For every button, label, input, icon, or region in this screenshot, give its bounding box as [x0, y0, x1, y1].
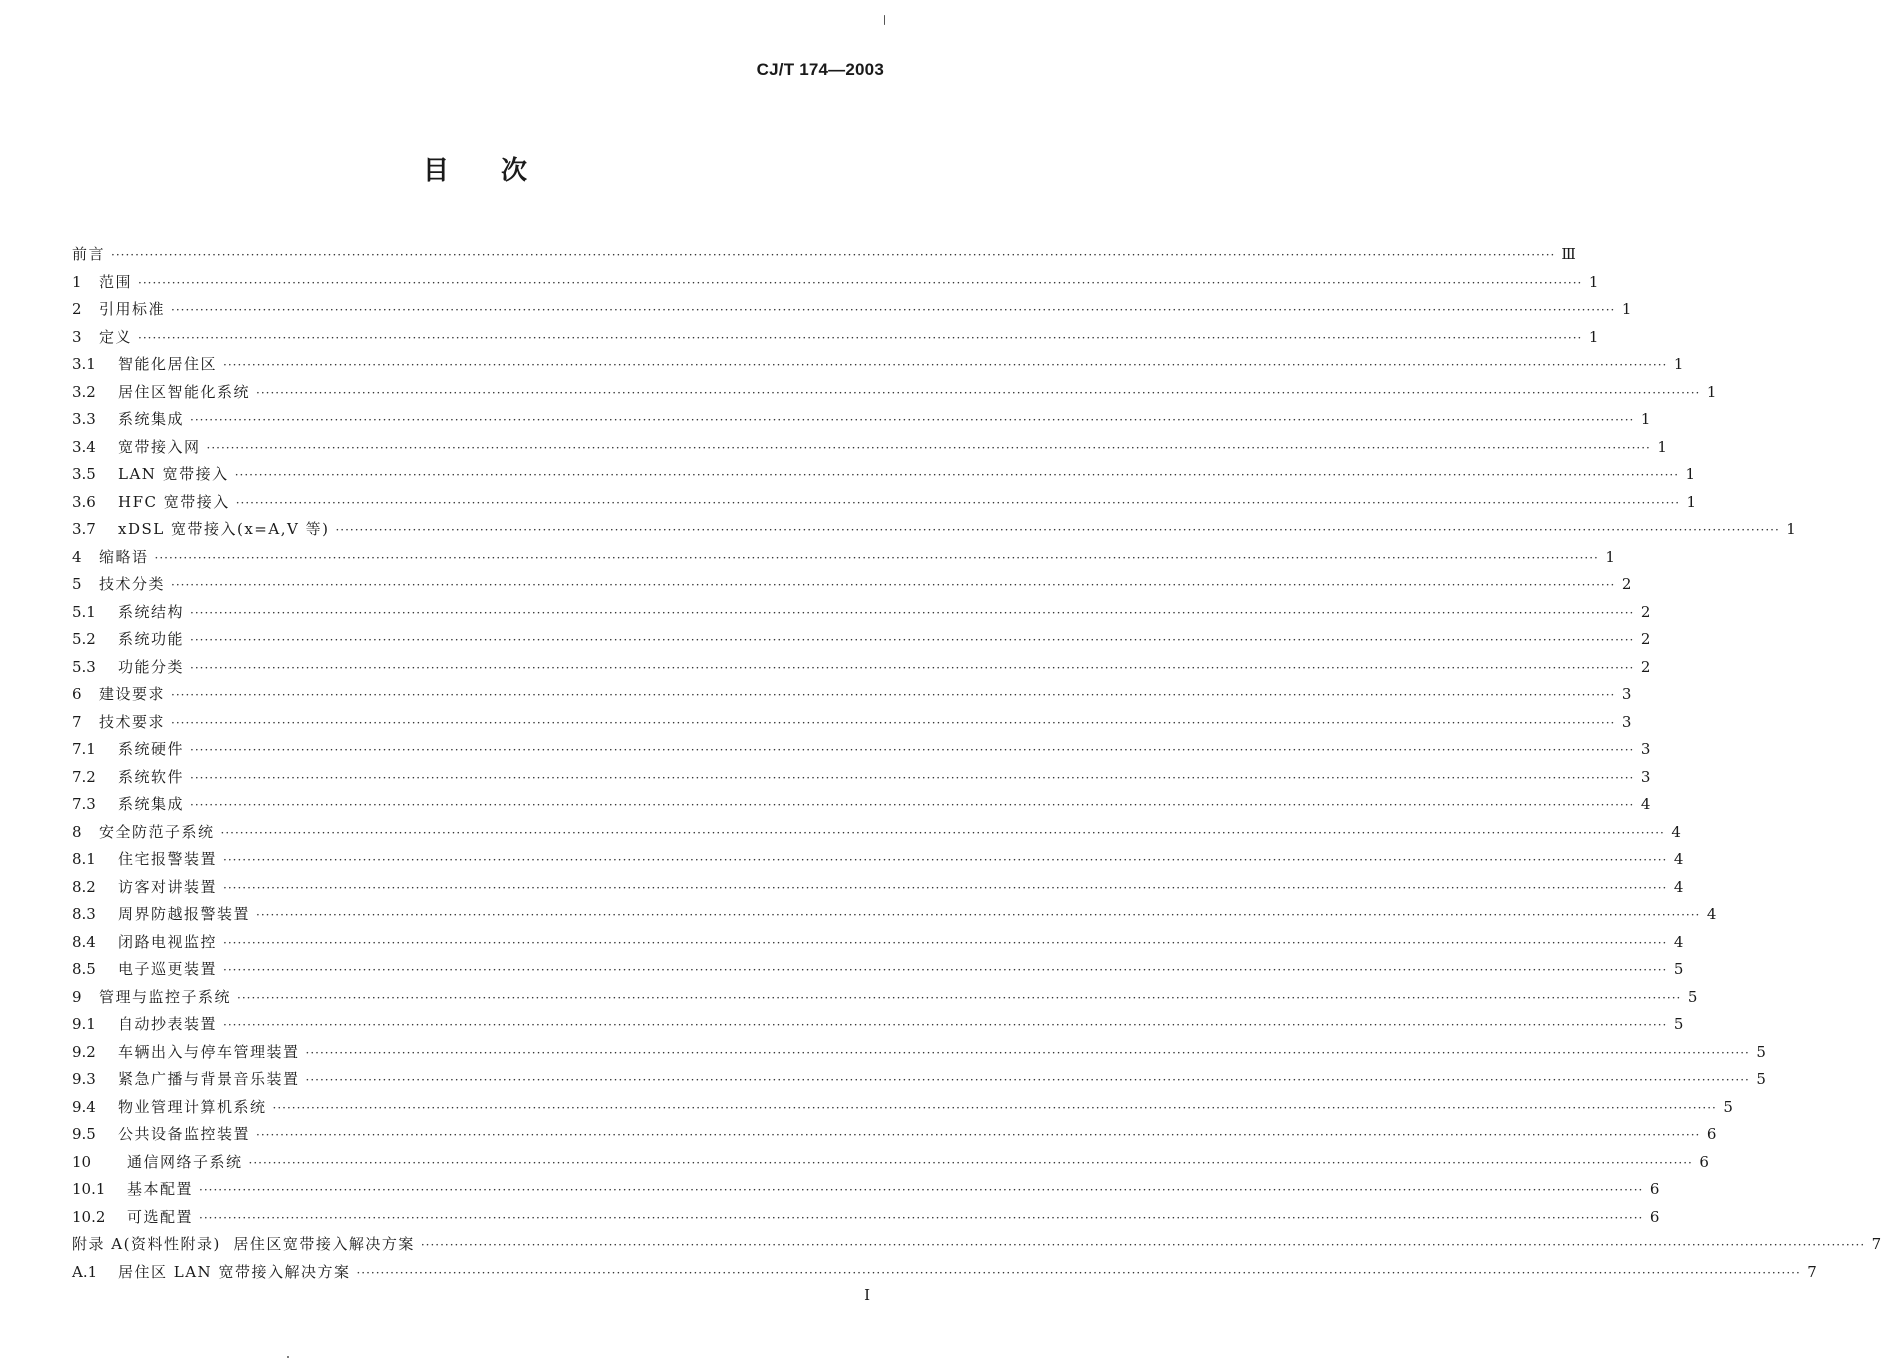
toc-entry-number: 9.4 [72, 1097, 96, 1116]
toc-entry[interactable] [72, 846, 1684, 874]
toc-leader-dots: ············································································································································································································································································································ [171, 688, 1616, 702]
toc-entry-title: 公共设备监控装置 [118, 1125, 251, 1143]
toc-entry-page: 3 [1640, 740, 1651, 758]
toc-entry-label [72, 956, 217, 984]
toc-entry-label [72, 571, 165, 599]
toc-entry-page: 5 [1673, 960, 1684, 978]
toc-leader-dots: ············································································································································································································································································································ [256, 385, 1701, 400]
toc-entry-label [72, 1259, 350, 1287]
page-title: 目次 [422, 156, 579, 186]
toc-entry-title: 安全防范子系统 [99, 822, 215, 841]
toc-entry-page: 1 [1621, 300, 1632, 318]
toc-entry[interactable] [72, 296, 1632, 324]
toc-entry-title: HFC 宽带接入 [118, 492, 230, 511]
toc-leader-dots: ············································································································································································································································································································ [256, 908, 1701, 922]
toc-entry-label [72, 846, 217, 874]
toc-entry-page: 3 [1621, 712, 1632, 731]
toc-entry-number: 9.3 [72, 1070, 96, 1088]
toc-entry-title: 住宅报警装置 [118, 850, 218, 868]
toc-entry-label [72, 324, 132, 352]
toc-entry[interactable] [72, 544, 1615, 572]
toc-entry[interactable] [72, 489, 1697, 517]
toc-entry-label [72, 736, 184, 764]
toc-entry-number: 3.3 [72, 410, 96, 428]
toc-entry-number: 5.2 [72, 630, 96, 648]
toc-entry-page: 1 [1605, 547, 1615, 566]
toc-entry[interactable] [72, 1231, 1881, 1259]
toc-entry-title: 居住区 LAN 宽带接入解决方案 [118, 1262, 351, 1281]
toc-entry-label [72, 984, 231, 1012]
toc-leader-dots: ············································································································································································································································································································ [420, 1238, 1866, 1252]
toc-entry-label [72, 406, 184, 434]
toc-entry-number: 3.4 [72, 437, 96, 456]
toc-leader-dots: ············································································································································································································································································································ [199, 1210, 1644, 1225]
table-of-contents [72, 241, 1881, 1286]
toc-entry-page: 6 [1699, 1152, 1709, 1171]
toc-leader-dots: ············································································································································································································································································································ [235, 495, 1681, 510]
toc-entry-page: 1 [1706, 382, 1717, 401]
toc-entry-number: 9.5 [72, 1125, 96, 1143]
toc-entry[interactable] [72, 1066, 1766, 1094]
toc-entry[interactable] [72, 874, 1684, 902]
toc-leader-dots: ············································································································································································································································································································ [305, 1045, 1750, 1060]
toc-entry-title: 定义 [99, 327, 133, 346]
toc-leader-dots: ············································································································································································································································································································ [190, 798, 1635, 812]
toc-entry-title: 可选配置 [127, 1207, 194, 1226]
toc-entry-title: 车辆出入与停车管理装置 [118, 1042, 300, 1061]
toc-entry-number: 3.2 [72, 382, 96, 401]
toc-entry-label [72, 901, 250, 929]
toc-entry[interactable] [72, 709, 1632, 737]
toc-entry-number: 10.2 [72, 1207, 106, 1226]
toc-entry-number: 5.1 [72, 602, 96, 621]
toc-entry-label [72, 544, 149, 572]
toc-leader-dots: ············································································································································································································································································································ [171, 715, 1616, 730]
toc-leader-dots: ············································································································································································································································································································ [356, 1265, 1801, 1280]
toc-entry-number: 3 [72, 327, 82, 346]
toc-entry[interactable] [72, 1176, 1660, 1204]
toc-entry-number: 7.1 [72, 740, 96, 758]
toc-entry-page: 7 [1871, 1235, 1881, 1253]
toc-entry[interactable] [72, 241, 1576, 269]
toc-entry-title: LAN 宽带接入 [118, 465, 229, 483]
toc-entry-title: 智能化居住区 [118, 355, 218, 373]
toc-entry[interactable] [72, 516, 1796, 544]
toc-leader-dots: ············································································································································································································································································································ [190, 633, 1635, 647]
toc-entry-number: 3.7 [72, 520, 96, 538]
toc-entry-title: 闭路电视监控 [118, 932, 218, 951]
toc-entry-title: 周界防越报警装置 [118, 905, 251, 923]
toc-entry-page: 6 [1706, 1125, 1717, 1143]
toc-entry[interactable] [72, 819, 1681, 847]
toc-leader-dots: ············································································································································································································································································································ [256, 1128, 1701, 1142]
toc-entry-label [72, 1176, 193, 1204]
toc-entry[interactable] [72, 681, 1632, 709]
toc-entry-title: 系统集成 [118, 410, 185, 428]
toc-entry[interactable] [72, 351, 1684, 379]
toc-entry-page: Ⅲ [1561, 245, 1576, 263]
toc-entry-title: 通信网络子系统 [127, 1152, 243, 1171]
toc-entry-title: 技术要求 [99, 712, 166, 731]
toc-entry-label [72, 461, 229, 489]
toc-entry-number: 8.5 [72, 960, 96, 978]
toc-entry-number: 3.5 [72, 465, 96, 483]
toc-entry-number: 10 [72, 1152, 92, 1171]
toc-entry-label [72, 1066, 300, 1094]
toc-entry-number: 5.3 [72, 657, 96, 676]
toc-entry-label [72, 1204, 193, 1232]
toc-entry-title: 访客对讲装置 [118, 877, 218, 896]
toc-entry-number: 5 [72, 575, 82, 593]
toc-entry-number: 2 [72, 300, 82, 318]
toc-entry-label [72, 379, 250, 407]
toc-entry-page: 4 [1673, 850, 1684, 868]
toc-entry[interactable] [72, 461, 1696, 489]
toc-leader-dots: ············································································································································································································································································································ [223, 853, 1668, 867]
toc-entry-page: 1 [1657, 437, 1667, 456]
toc-entry[interactable] [72, 654, 1651, 682]
toc-entry-title: 附录 A(资料性附录) 居住区宽带接入解决方案 [72, 1235, 415, 1253]
toc-leader-dots: ············································································································································································································································································································ [335, 523, 1780, 537]
toc-leader-dots: ············································································································································································································································································································ [171, 578, 1616, 592]
toc-entry-label [72, 654, 184, 682]
toc-entry-title: 功能分类 [118, 657, 185, 676]
toc-entry-page: 5 [1756, 1070, 1766, 1088]
toc-entry-number: 8.4 [72, 932, 96, 951]
toc-entry-page: 4 [1706, 905, 1717, 923]
toc-entry[interactable] [72, 626, 1651, 654]
toc-entry-page: 1 [1588, 272, 1599, 291]
toc-entry-label [72, 1231, 415, 1259]
toc-entry[interactable] [72, 1039, 1766, 1067]
toc-entry-number: A.1 [72, 1262, 98, 1281]
toc-entry[interactable] [72, 929, 1684, 957]
toc-entry[interactable] [72, 984, 1698, 1012]
toc-entry[interactable] [72, 791, 1651, 819]
toc-entry-number: 7.2 [72, 767, 96, 786]
toc-leader-dots: ············································································································································································································································································································ [223, 963, 1668, 977]
toc-entry-number: 3.6 [72, 492, 96, 511]
toc-entry-label [72, 269, 132, 297]
toc-entry-page: 4 [1673, 932, 1684, 951]
toc-entry-label [72, 1121, 250, 1149]
toc-entry-label [72, 434, 201, 462]
toc-entry-title: 系统结构 [118, 602, 185, 621]
toc-entry-page: 1 [1786, 520, 1796, 538]
toc-entry-number: 9.1 [72, 1015, 96, 1033]
toc-leader-dots: ············································································································································································································································································································ [190, 660, 1635, 675]
toc-leader-dots: ············································································································································································································································································································ [220, 825, 1665, 840]
toc-leader-dots: ············································································································································································································································································································ [223, 935, 1668, 950]
toc-entry-title: 系统集成 [118, 795, 185, 813]
toc-entry[interactable] [72, 571, 1632, 599]
toc-entry-page: 6 [1649, 1207, 1660, 1226]
toc-leader-dots: ············································································································································································································································································································ [154, 550, 1599, 565]
toc-entry-title: 前言 [72, 245, 106, 263]
toc-entry-title: 紧急广播与背景音乐装置 [118, 1070, 300, 1088]
toc-entry-number: 7.3 [72, 795, 96, 813]
toc-entry-label [72, 681, 165, 709]
toc-entry-label [72, 1039, 300, 1067]
toc-entry-label [72, 241, 105, 269]
toc-entry-page: 3 [1640, 767, 1651, 786]
toc-leader-dots: ············································································································································································································································································································ [305, 1073, 1750, 1087]
toc-entry[interactable] [72, 1259, 1817, 1287]
toc-leader-dots: ············································································································································································································································································································ [190, 413, 1635, 427]
toc-entry-label [72, 351, 217, 379]
page-number: I [864, 1286, 870, 1304]
toc-leader-dots: ············································································································································································································································································································ [138, 330, 1583, 345]
toc-entry-page: 5 [1673, 1015, 1684, 1033]
toc-entry[interactable] [72, 324, 1599, 352]
toc-entry-page: 1 [1686, 492, 1697, 511]
toc-entry[interactable] [72, 736, 1651, 764]
toc-leader-dots: ············································································································································································································································································································ [248, 1155, 1693, 1170]
toc-entry[interactable] [72, 901, 1717, 929]
toc-entry-title: 居住区智能化系统 [118, 382, 251, 401]
toc-entry-page: 2 [1640, 630, 1651, 648]
toc-entry-label [72, 819, 215, 847]
toc-entry-page: 4 [1671, 822, 1681, 841]
toc-entry-title: 范围 [99, 272, 133, 291]
toc-entry[interactable] [72, 406, 1651, 434]
toc-leader-dots: ············································································································································································································································································································ [223, 1018, 1668, 1032]
toc-entry[interactable] [72, 956, 1684, 984]
toc-entry-label [72, 874, 217, 902]
toc-entry-number: 8.1 [72, 850, 96, 868]
toc-entry-number: 8.2 [72, 877, 96, 896]
toc-entry-title: 自动抄表装置 [118, 1015, 218, 1033]
toc-leader-dots: ············································································································································································································································································································ [237, 990, 1682, 1005]
toc-leader-dots: ············································································································································································································································································································ [223, 358, 1668, 372]
scan-speck [287, 1356, 289, 1358]
toc-entry-number: 3.1 [72, 355, 96, 373]
toc-leader-dots: ············································································································································································································································································································ [206, 440, 1651, 455]
standard-code: CJ/T 174—2003 [756, 60, 884, 79]
toc-entry-page: 5 [1756, 1042, 1766, 1061]
toc-entry[interactable] [72, 1011, 1684, 1039]
toc-entry-title: 系统软件 [118, 767, 185, 786]
toc-entry-page: 2 [1640, 602, 1651, 621]
toc-entry-number: 4 [72, 547, 82, 566]
toc-entry-label [72, 1149, 243, 1177]
toc-leader-dots: ············································································································································································································································································································ [223, 880, 1668, 895]
toc-entry-label [72, 929, 217, 957]
toc-entry[interactable] [72, 764, 1651, 792]
toc-entry-title: 管理与监控子系统 [99, 987, 232, 1006]
toc-entry-page: 1 [1640, 410, 1651, 428]
toc-entry[interactable] [72, 269, 1599, 297]
toc-entry-page: 1 [1588, 327, 1599, 346]
toc-entry[interactable] [72, 434, 1667, 462]
toc-entry-page: 6 [1649, 1180, 1660, 1198]
toc-entry[interactable] [72, 1121, 1717, 1149]
toc-entry-number: 10.1 [72, 1180, 106, 1198]
toc-entry-title: 引用标准 [99, 300, 166, 318]
toc-entry-page: 7 [1807, 1262, 1817, 1281]
toc-entry-title: 电子巡更装置 [118, 960, 218, 978]
toc-leader-dots: ············································································································································································································································································································ [190, 605, 1635, 620]
toc-entry-title: 宽带接入网 [118, 437, 201, 456]
toc-entry-title: 建设要求 [99, 685, 166, 703]
toc-entry-title: 基本配置 [127, 1180, 194, 1198]
toc-leader-dots: ············································································································································································································································································································ [234, 468, 1680, 482]
toc-entry-title: 缩略语 [99, 547, 149, 566]
toc-entry-label [72, 1011, 217, 1039]
toc-leader-dots: ············································································································································································································································································································ [111, 248, 1556, 262]
toc-leader-dots: ············································································································································································································································································································ [199, 1183, 1644, 1197]
toc-leader-dots: ············································································································································································································································································································ [272, 1100, 1717, 1115]
toc-entry-label [72, 1094, 267, 1122]
toc-entry[interactable] [72, 1204, 1660, 1232]
toc-entry-page: 4 [1640, 795, 1651, 813]
toc-entry-page: 2 [1640, 657, 1651, 676]
toc-entry-page: 1 [1685, 465, 1696, 483]
toc-entry[interactable] [72, 1094, 1733, 1122]
toc-entry-number: 7 [72, 712, 82, 731]
toc-entry-number: 8.3 [72, 905, 96, 923]
toc-entry-title: 系统功能 [118, 630, 185, 648]
toc-leader-dots: ············································································································································································································································································································ [190, 743, 1635, 757]
toc-entry-label [72, 709, 165, 737]
toc-entry-label [72, 489, 230, 517]
toc-entry-number: 8 [72, 822, 82, 841]
toc-entry-page: 5 [1723, 1097, 1733, 1116]
toc-entry-page: 3 [1621, 685, 1632, 703]
toc-entry-label [72, 626, 184, 654]
toc-entry-title: 物业管理计算机系统 [118, 1097, 267, 1116]
toc-entry-page: 4 [1673, 877, 1684, 896]
toc-entry-label [72, 599, 184, 627]
toc-entry-number: 9.2 [72, 1042, 96, 1061]
toc-entry-label [72, 791, 184, 819]
toc-entry[interactable] [72, 1149, 1709, 1177]
toc-entry[interactable] [72, 599, 1651, 627]
toc-entry-number: 9 [72, 987, 82, 1006]
toc-entry-page: 1 [1673, 355, 1684, 373]
toc-entry-number: 1 [72, 272, 82, 291]
toc-leader-dots: ············································································································································································································································································································ [190, 770, 1635, 785]
toc-leader-dots: ············································································································································································································································································································ [171, 303, 1616, 317]
toc-entry-title: xDSL 宽带接入(x=A,V 等) [118, 520, 330, 538]
toc-entry-page: 5 [1687, 987, 1698, 1006]
toc-entry-title: 技术分类 [99, 575, 166, 593]
toc-entry-title: 系统硬件 [118, 740, 185, 758]
toc-leader-dots: ············································································································································································································································································································ [138, 275, 1583, 290]
toc-entry-page: 2 [1621, 575, 1632, 593]
toc-entry-label [72, 764, 184, 792]
toc-entry[interactable] [72, 379, 1717, 407]
toc-entry-number: 6 [72, 685, 82, 703]
scan-speck [884, 15, 885, 25]
toc-entry-label [72, 516, 329, 544]
toc-entry-label [72, 296, 165, 324]
